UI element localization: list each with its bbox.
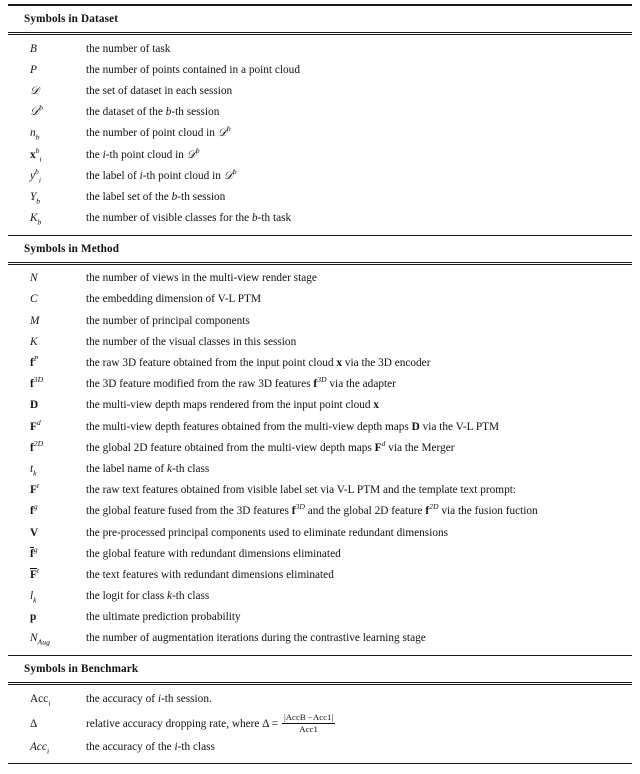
math-symbol: 𝒟 — [30, 106, 40, 119]
desc-text: via the fusion fuction — [438, 505, 538, 518]
desc-text: the — [86, 148, 103, 161]
math-symbol: B — [30, 42, 37, 55]
table-row — [8, 710, 632, 737]
description-cell — [84, 589, 632, 604]
description-cell — [84, 105, 632, 120]
math-inline: f — [425, 505, 430, 518]
symbol-cell — [8, 166, 84, 184]
symbol-cell — [8, 190, 84, 204]
math-symbol: f — [30, 378, 34, 391]
desc-text: the raw 3D feature obtained from the input point cloud — [86, 357, 337, 370]
math-symbol: N — [30, 632, 38, 645]
symbol-cell — [8, 544, 84, 561]
math-inline: k — [166, 462, 172, 475]
math-symbol: K — [30, 212, 38, 225]
symbol-cell — [8, 314, 84, 328]
symbol-cell — [8, 292, 84, 306]
math-superscript: b — [39, 103, 43, 113]
desc-text: the logit for class — [86, 590, 167, 603]
math-symbol: Y — [30, 190, 37, 203]
desc-text: the label of — [86, 169, 140, 182]
formula-fraction — [282, 713, 335, 735]
desc-text: via the 3D encoder — [342, 357, 431, 370]
symbol-cell — [8, 335, 84, 349]
fraction-numerator: |AccB −Acc1| — [282, 713, 335, 724]
math-inline: b — [171, 190, 178, 203]
math-subscript: i — [39, 153, 42, 163]
symbol-cell — [8, 631, 84, 645]
math-superscript: b — [35, 166, 39, 176]
table-row — [8, 124, 632, 145]
symbol-cell — [8, 610, 84, 624]
desc-text: the multi-view depth maps rendered from the input point cloud — [86, 399, 374, 412]
math-inline: 𝒟 — [223, 169, 233, 182]
math-inline: F — [374, 441, 382, 454]
table-row — [8, 269, 632, 290]
desc-text: -th task — [257, 212, 292, 225]
table-row — [8, 565, 632, 586]
math-subscript: k — [33, 595, 37, 605]
desc-text: -th class — [171, 462, 210, 475]
symbols-table — [8, 0, 632, 764]
table-row — [8, 209, 632, 230]
table-row — [8, 608, 632, 629]
table-bottom-rule — [8, 763, 632, 764]
description-cell — [84, 692, 632, 707]
symbol-cell — [8, 377, 84, 391]
symbol-cell — [8, 717, 84, 731]
math-superscript: t — [36, 481, 40, 491]
symbol-cell — [8, 105, 84, 119]
symbol-cell — [8, 84, 84, 98]
math-inline: k — [166, 590, 172, 603]
description-cell: the number of views in the multi-view render stage — [86, 272, 317, 285]
desc-text: relative accuracy dropping rate, where — [86, 717, 260, 730]
table-row — [8, 81, 632, 102]
overline-group — [30, 566, 40, 581]
desc-text: the number of visible classes for the — [86, 212, 252, 225]
description-cell — [84, 462, 632, 477]
symbol-cell — [8, 589, 84, 603]
desc-text: the label name of — [86, 462, 167, 475]
math-superscript: g — [33, 502, 38, 512]
symbol-cell — [8, 568, 84, 582]
desc-text: the accuracy of — [86, 692, 158, 705]
math-symbol: 𝒟 — [30, 84, 40, 97]
desc-text: -th session. — [160, 692, 212, 705]
desc-text: -th point cloud in — [142, 169, 224, 182]
section-header-benchmark: Symbols in Benchmark — [24, 663, 139, 676]
symbol-cell — [8, 692, 84, 706]
symbol-cell — [8, 42, 84, 56]
description-cell — [84, 740, 632, 755]
math-subscript: i — [38, 174, 41, 184]
rows-method — [8, 265, 632, 655]
desc-text: the 3D feature modified from the raw 3D features — [86, 378, 314, 391]
table-row — [8, 737, 632, 758]
math-symbol: p — [30, 611, 37, 624]
description-cell — [84, 356, 632, 371]
math-superscript: d — [381, 439, 386, 449]
math-subscript: b — [37, 217, 42, 227]
desc-text: -th session — [177, 190, 226, 203]
math-symbol: Acc — [30, 692, 49, 705]
math-symbol: F — [30, 420, 37, 433]
math-symbol: Acc — [30, 740, 47, 753]
math-symbol: F — [30, 568, 37, 581]
description-cell — [84, 126, 632, 141]
description-cell — [84, 398, 632, 413]
desc-text: the number of point cloud in — [86, 127, 218, 140]
description-cell — [84, 713, 632, 735]
math-superscript: b — [226, 124, 231, 134]
math-subscript: i — [48, 697, 51, 707]
math-symbol: D — [30, 399, 39, 412]
table-row — [8, 166, 632, 187]
math-symbol: C — [30, 293, 38, 306]
math-symbol: M — [30, 314, 40, 327]
description-cell: the number of task — [86, 42, 171, 55]
table-row — [8, 417, 632, 438]
math-superscript: 3D — [317, 375, 327, 385]
description-cell — [84, 377, 632, 392]
math-symbol: f — [30, 547, 34, 560]
math-inline: D — [411, 420, 420, 433]
math-inline: b — [165, 106, 172, 119]
symbol-cell — [8, 417, 84, 434]
symbol-cell — [8, 398, 84, 412]
section-header-method: Symbols in Method — [24, 242, 120, 255]
desc-text: the global feature fused from the 3D features — [86, 505, 292, 518]
symbol-cell — [8, 271, 84, 285]
math-symbol: V — [30, 526, 39, 539]
math-subscript: b — [35, 132, 40, 142]
table-row — [8, 290, 632, 311]
table-row — [8, 39, 632, 60]
math-superscript: d — [36, 417, 41, 427]
math-inline: i — [139, 169, 143, 182]
rows-dataset — [8, 35, 632, 235]
math-superscript: t — [36, 566, 40, 576]
table-row — [8, 311, 632, 332]
desc-text: and the global 2D feature — [304, 505, 426, 518]
desc-text: the global 2D feature obtained from the multi-view depth maps — [86, 441, 375, 454]
math-symbol: f — [30, 441, 34, 454]
table-row — [8, 187, 632, 208]
description-cell: the number of the visual classes in this session — [86, 335, 297, 348]
fraction-denominator: Acc1 — [299, 723, 318, 734]
desc-text: the label set of the — [86, 190, 172, 203]
math-symbol: n — [30, 127, 36, 140]
table-row — [8, 459, 632, 480]
math-symbol: Δ — [30, 717, 38, 730]
math-inline: i — [157, 692, 161, 705]
math-inline: x — [336, 357, 342, 370]
desc-text: -th point cloud in — [105, 148, 187, 161]
description-cell: the pre-processed principal components used to eliminate redundant dimensions — [86, 526, 449, 539]
description-cell: the set of dataset in each session — [86, 84, 233, 97]
math-inline: b — [251, 212, 258, 225]
math-inline: f — [313, 378, 318, 391]
math-subscript: k — [33, 468, 37, 478]
math-symbol: P — [30, 63, 37, 76]
math-inline: i — [174, 740, 178, 753]
description-cell: the number of augmentation iterations during the contrastive learning stage — [86, 632, 426, 645]
description-cell: the number of points contained in a point cloud — [86, 63, 300, 76]
table-row — [8, 332, 632, 353]
desc-text: -th class — [177, 740, 215, 753]
math-superscript: b — [195, 145, 200, 155]
symbol-cell — [8, 504, 84, 518]
description-cell: the ultimate prediction probability — [86, 611, 241, 624]
rows-benchmark — [8, 685, 632, 763]
description-cell — [84, 190, 632, 205]
table-row — [8, 544, 632, 565]
math-symbol: N — [30, 272, 38, 285]
math-subscript: i — [46, 746, 50, 755]
table-row — [8, 523, 632, 544]
symbol-cell — [8, 126, 84, 140]
description-cell: the raw text features obtained from visible label set via V-L PTM and the template text prompt: — [86, 484, 517, 497]
math-symbol: l — [30, 590, 34, 603]
desc-text: the dataset of the — [86, 106, 166, 119]
description-cell — [84, 211, 632, 226]
math-inline: x — [373, 399, 380, 412]
math-superscript: P — [33, 354, 39, 364]
symbol-cell — [8, 483, 84, 497]
description-cell — [84, 504, 632, 519]
math-symbol: t — [30, 462, 34, 475]
table-row — [8, 629, 632, 650]
desc-text: via the Merger — [385, 441, 455, 454]
math-symbol: f — [30, 357, 34, 370]
formula-lhs: Δ = — [262, 717, 279, 730]
math-symbol: f — [30, 505, 34, 518]
description-cell: the number of principal components — [86, 314, 250, 327]
description-cell: the embedding dimension of V-L PTM — [86, 293, 261, 306]
table-row — [8, 396, 632, 417]
table-row — [8, 438, 632, 459]
symbol-cell — [8, 63, 84, 77]
symbol-cell — [8, 145, 84, 163]
table-row — [8, 353, 632, 374]
description-cell: the global feature with redundant dimensions eliminated — [86, 547, 341, 560]
math-superscript: b — [35, 145, 40, 155]
description-cell — [84, 166, 632, 184]
description-cell — [84, 441, 632, 456]
description-cell — [84, 420, 632, 435]
math-inline: 𝒟 — [186, 148, 196, 161]
symbol-cell — [8, 441, 84, 455]
table-row — [8, 375, 632, 396]
table-row — [8, 689, 632, 710]
math-symbol: F — [30, 484, 37, 497]
symbol-cell — [8, 211, 84, 225]
description-cell — [84, 145, 632, 163]
math-subscript: Aug — [37, 637, 50, 647]
math-superscript: 3D — [33, 375, 44, 385]
math-inline: i — [102, 148, 106, 161]
table-row — [8, 587, 632, 608]
section-header-dataset: Symbols in Dataset — [24, 13, 119, 25]
math-symbol: K — [30, 335, 38, 348]
desc-text: the accuracy of the — [86, 740, 175, 753]
desc-text: -th class — [171, 590, 210, 603]
symbol-cell — [8, 356, 84, 370]
desc-text: via the V-L PTM — [419, 420, 500, 433]
table-row — [8, 502, 632, 523]
table-row — [8, 60, 632, 81]
symbol-cell — [8, 740, 84, 754]
desc-text: the multi-view depth features obtained from the multi-view depth maps — [86, 420, 412, 433]
symbol-cell — [8, 526, 84, 540]
description-cell: the text features with redundant dimensions eliminated — [86, 568, 334, 581]
math-inline: 𝒟 — [217, 127, 227, 140]
table-row — [8, 145, 632, 166]
math-superscript: b — [232, 166, 237, 176]
math-superscript: 2D — [33, 439, 44, 449]
math-superscript: g — [33, 544, 38, 554]
math-symbol: y — [30, 169, 36, 182]
math-superscript: 2D — [429, 502, 439, 512]
desc-text: -th session — [171, 106, 220, 119]
math-symbol: x — [30, 148, 36, 161]
math-subscript: b — [36, 196, 41, 206]
desc-text: via the adapter — [326, 378, 396, 391]
math-superscript: 3D — [295, 502, 305, 512]
table-row — [8, 103, 632, 124]
table-row — [8, 481, 632, 502]
symbol-cell — [8, 462, 84, 476]
math-inline: f — [291, 505, 296, 518]
